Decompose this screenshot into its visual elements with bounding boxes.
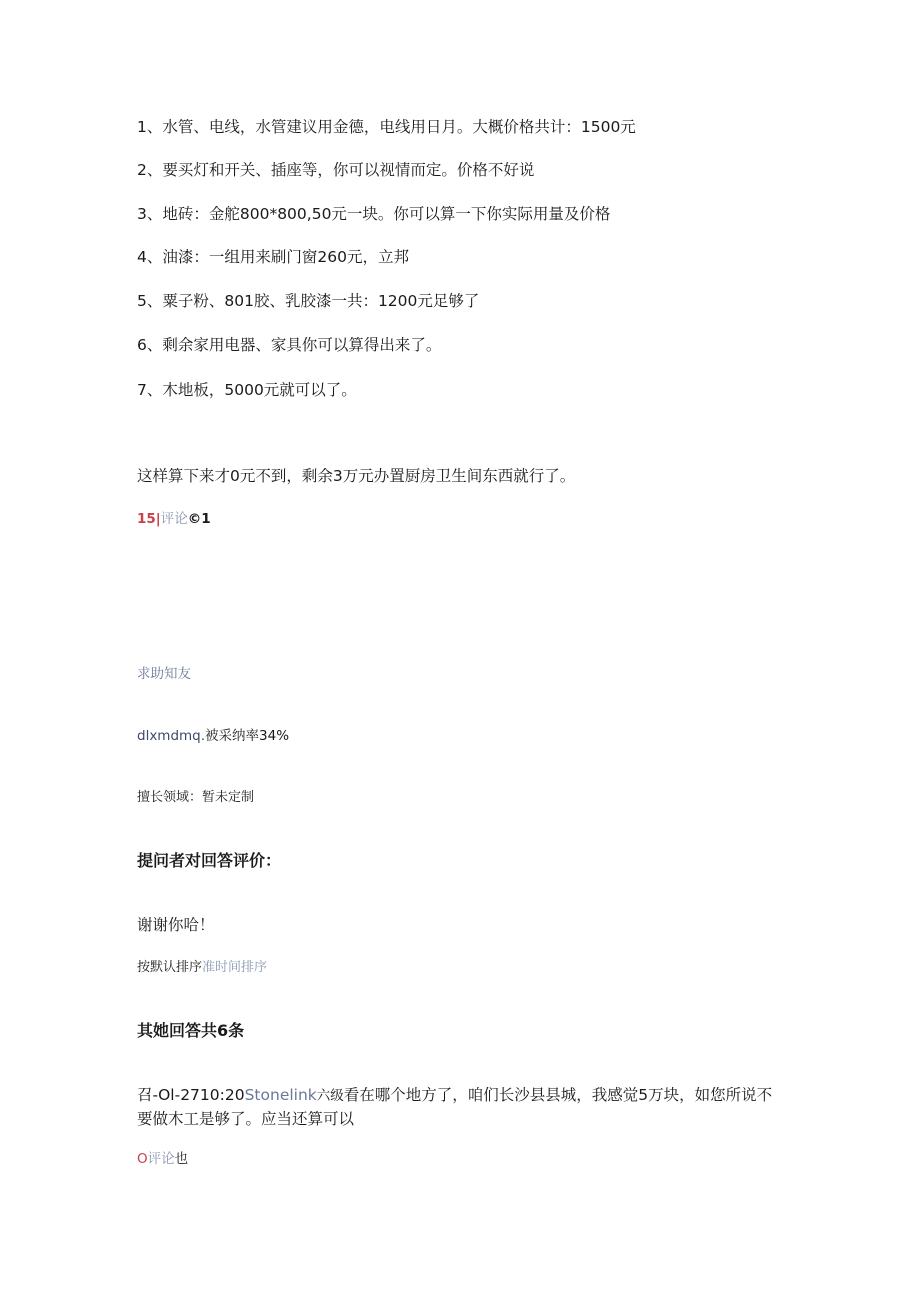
- other-answers-title: 其她回答共6条: [137, 1021, 245, 1040]
- like-count[interactable]: 15|: [137, 511, 161, 527]
- asker-eval-text: 谢谢你哈！: [137, 916, 215, 934]
- answer-level: 六级: [316, 1088, 344, 1104]
- asker-eval-title: 提问者对回答评价：: [137, 851, 282, 870]
- other-answer-stats: [137, 1148, 188, 1170]
- other-extra: 也: [174, 1151, 189, 1167]
- author-name[interactable]: dlxmdmq.: [137, 728, 206, 744]
- other-like-count[interactable]: O: [137, 1151, 148, 1167]
- adoption-rate: 被采纳率34%: [205, 728, 290, 744]
- author-info: [137, 725, 289, 747]
- answer-stats: [137, 508, 211, 530]
- sort-options: [137, 957, 267, 979]
- list-item: 2、要买灯和开关、插座等，你可以视情而定。价格不好说: [137, 161, 535, 179]
- other-answer: [137, 1084, 777, 1131]
- sort-time[interactable]: 准时间排序: [202, 960, 268, 975]
- list-item: 5、粟子粉、801胶、乳胶漆一共：1200元足够了: [137, 292, 480, 310]
- list-item: 3、地砖：金舵800*800,50元一块。你可以算一下你实际用量及价格: [137, 205, 611, 223]
- list-item: 6、剩余家用电器、家具你可以算得出来了。: [137, 336, 442, 354]
- answer-meta: 召-Ol-2710:20: [137, 1086, 245, 1104]
- expertise: 擅长领域：暂未定制: [137, 790, 255, 805]
- help-link[interactable]: 求助知友: [137, 666, 191, 682]
- answer-summary: 这样算下来才0元不到，剩余3万元办置厨房卫生间东西就行了。: [137, 467, 576, 485]
- answer-text: 看在哪个地方了，咱们长沙县县城，我感觉5万块，如您所说不要做木工是够了。应当还算可以: [137, 1086, 773, 1128]
- list-item: 7、木地板，5000元就可以了。: [137, 381, 357, 399]
- other-comment-link[interactable]: 评论: [147, 1151, 175, 1167]
- sort-default[interactable]: 按默认排序: [137, 960, 203, 975]
- comment-count: ©1: [187, 511, 211, 527]
- list-item: 4、油漆：一组用来刷门窗260元，立邦: [137, 248, 409, 266]
- answer-user[interactable]: Stonelink: [244, 1086, 317, 1104]
- list-item: 1、水管、电线，水管建议用金德，电线用日月。大概价格共计：1500元: [137, 118, 636, 136]
- comment-link[interactable]: 评论: [160, 511, 188, 527]
